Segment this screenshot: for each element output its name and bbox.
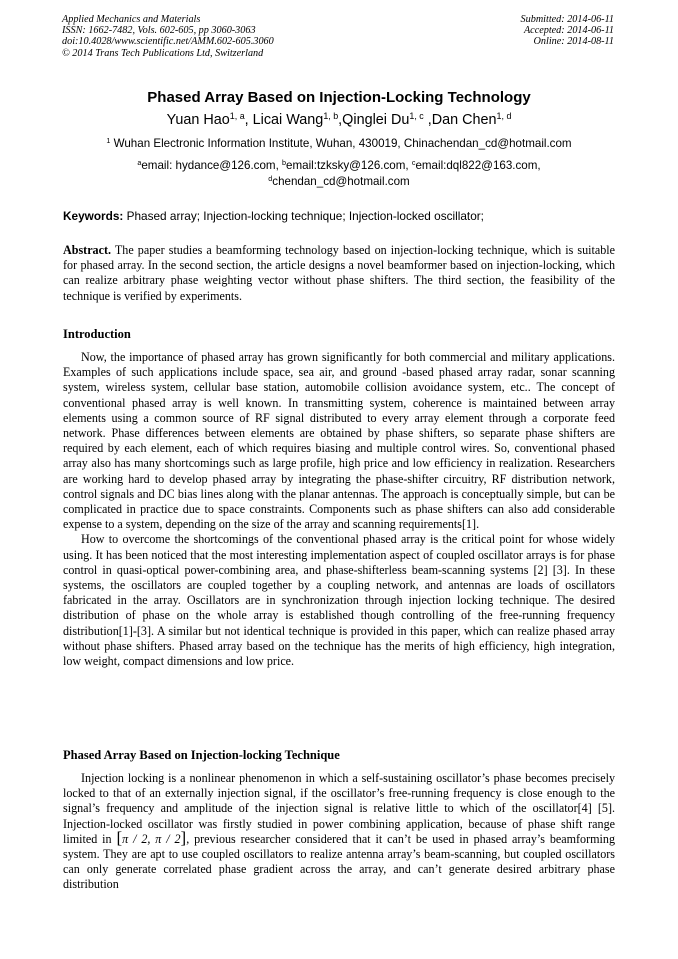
email-sup: d bbox=[268, 174, 273, 184]
journal-name: Applied Mechanics and Materials bbox=[62, 14, 201, 25]
author-name: Licai Wang bbox=[252, 112, 324, 128]
author-sup: 1, a bbox=[229, 111, 245, 122]
keywords-label: Keywords: bbox=[63, 209, 124, 223]
doi-line: doi:10.4028/www.scientific.net/AMM.602-605.3060 bbox=[62, 36, 274, 48]
paragraph bbox=[63, 771, 615, 893]
email-sup: a bbox=[137, 158, 142, 168]
keywords bbox=[63, 209, 484, 223]
online-date: Online: 2014-08-11 bbox=[533, 36, 614, 48]
author-sup: 1, c bbox=[409, 111, 424, 122]
email-sup: b bbox=[282, 158, 287, 168]
inline-formula: [π / 2, π / 2] bbox=[116, 827, 187, 847]
abstract bbox=[63, 243, 615, 304]
email-list bbox=[0, 158, 678, 190]
copyright-line: © 2014 Trans Tech Publications Ltd, Switzerland bbox=[62, 47, 264, 59]
dates-info bbox=[521, 14, 614, 48]
issn-line: ISSN: 1662-7482, Vols. 602-605, pp 3060-3063 bbox=[62, 25, 256, 37]
abstract-label: Abstract. bbox=[63, 243, 112, 257]
author-sup: 1, d bbox=[496, 111, 512, 122]
affiliation-sup: 1 bbox=[106, 136, 111, 146]
phased-array-body bbox=[63, 771, 615, 893]
affiliation-text: Wuhan Electronic Information Institute, Wuhan, 430019, Chinachendan_cd@hotmail.com bbox=[113, 137, 572, 150]
email-c: email:dql822@163.com, bbox=[415, 159, 541, 172]
section-heading-introduction: Introduction bbox=[63, 327, 131, 341]
abstract-text: The paper studies a beamforming technology based on injection-locking technique, which is suitable for phased array. In the second section, the article designs a novel beamformer based on injection-locking, which can realize arbitrary phase weighting vector without phase shifters. The third section, the feasibility of the technique is verified by experiments. bbox=[63, 243, 615, 303]
author-name: Qinglei Du bbox=[342, 112, 410, 128]
paragraph: Now, the importance of phased array has grown significantly for both commercial and military applications. Examples of such applications include space, sea air, and ground -based phased array radar, sonar scanning system, wireless system, cellular base station, automobile collision avoidance system, etc.. The concept of conventional phased array is well known. In transmitting system, coherence is maintained between array elements using a common source of RF signal distributed to every array element through a corporate feed network. Phase differences between elements are obtained by phase shifters, so separate phase shifters are required by each element, each of which requires biasing and multiple control wires. So, conventional phased array also has many shortcomings such as large profile, high price and low efficiency in realization. Researchers are working hard to develop phased array by integrating the phase-shifter circuitry, RF distribution network, control signals and DC bias lines along with the planar antennas. The approach is conceptually simple, but can be complicated in practice due to space constraints. Components such as phase shifters can also add considerable expense to a system, depending on the size of the array and scanning requirements[1]. bbox=[63, 350, 615, 532]
accepted-date: Accepted: 2014-06-11 bbox=[523, 25, 614, 37]
email-d: chendan_cd@hotmail.com bbox=[272, 175, 410, 188]
author-sup: 1, b bbox=[323, 111, 339, 122]
paragraph-text: Injection locking is a nonlinear phenomenon in which a self-sustaining oscillator’s phase becomes precisely locked to that of an externally injection signal, if the oscillator’s free-running frequency is close enough to the signal’s frequency and amplitude of the injection signal is relative little to which of the oscillator[4] [5]. Injection-locked oscillator was firstly studied in power combining application, because of phase shift range limited in bbox=[63, 771, 615, 846]
email-a: email: hydance@126.com, bbox=[141, 159, 283, 172]
formula-text: π / 2, π / 2 bbox=[122, 831, 181, 846]
submitted-date: Submitted: 2014-06-11 bbox=[520, 14, 614, 25]
section-heading-phased-array: Phased Array Based on Injection-locking Technique bbox=[63, 748, 340, 762]
email-sup: c bbox=[411, 158, 416, 168]
paragraph-text: , previous researcher considered that it can’t be used in phased array’s beamforming system. They are apt to use coupled oscillators to realize antenna array’s beam-scanning, but coupled oscillators can only generate correlated phase gradient across the array, and can’t generate desired arbitrary phase distribution bbox=[63, 831, 615, 892]
email-b: email:tzksky@126.com, bbox=[286, 159, 412, 172]
keywords-text: Phased array; Injection-locking technique; Injection-locked oscillator; bbox=[123, 209, 484, 223]
author-name: Yuan Hao bbox=[166, 112, 230, 128]
affiliation bbox=[0, 137, 678, 150]
paper-title: Phased Array Based on Injection-Locking Technology bbox=[147, 89, 531, 106]
introduction-body bbox=[63, 350, 615, 669]
paragraph: How to overcome the shortcomings of the conventional phased array is the critical point for whose widely using. It has been noticed that the most interesting implementation aspect of coupled oscillator arrays is for phase control in quasi-optical power-combining area, and phase-shifterless beam-scanning systems [2] [3]. In these systems, the oscillators are coupled together by a coupling network, and antennas are loads of oscillators fabricated in the array. Oscillators are in synchronization through injection locking technique. The desired distribution of phase on the whole array is established though controlling of the free-running frequency distribution[1]-[3]. A similar but not identical technique is provided in this paper, which can realize phased array without phase shifters. Phased array based on the technique has the merits of high efficiency, high integration, low weight, compact dimensions and low price. bbox=[63, 532, 615, 669]
journal-info bbox=[62, 14, 274, 59]
author-name: Dan Chen bbox=[431, 112, 497, 128]
author-list: Yuan Hao$^{1, a}$, Licai Wang$^{1, b}$,Qinglei Du$^{1, c}$ ,Dan Chen$^{1, d}$ bbox=[166, 111, 512, 128]
